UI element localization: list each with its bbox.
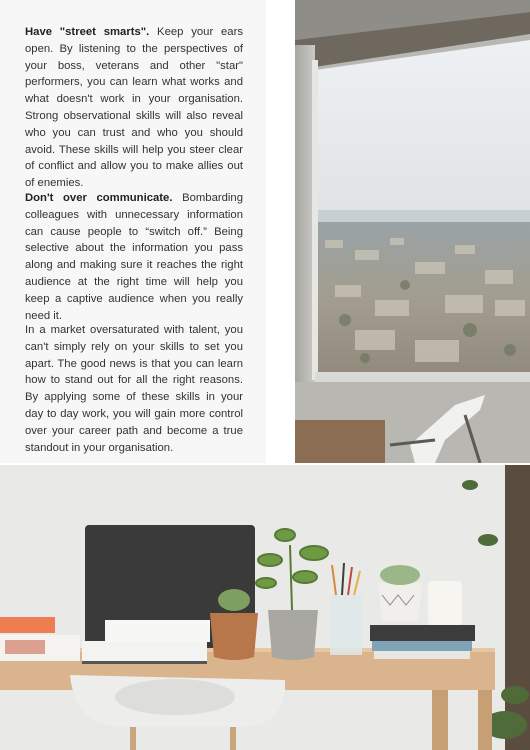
- paragraph-body: Bombarding colleagues with unnecessary information can cause people to “switch off.” Being selective about the information you pass along and making sure it reaches the right audience at the right time will help you keep a captive audience when you really need it.: [25, 192, 243, 322]
- paragraph-over-communicate: [25, 190, 243, 324]
- paragraph-conclusion: [25, 322, 243, 456]
- paragraph-street-smarts: [25, 24, 243, 192]
- desk-photo: [0, 465, 530, 750]
- office-window-photo: [295, 0, 530, 463]
- paragraph-body: In a market oversaturated with talent, you can't simply rely on your skills to set you apart. The good news is that you can learn how to stand out for all the right reasons. By applying some of these skills in your day to day work, you will gain more control over your career path and become a true standout in your organisation.: [25, 324, 243, 454]
- paragraph-lead: Don't over communicate.: [25, 192, 173, 204]
- text-column: [0, 0, 266, 463]
- paragraph-body: Keep your ears open. By listening to the perspectives of your boss, veterans and other "star" performers, you can learn what works and what doesn't work in your organisation. Strong observational skills will also reveal who you can trust and who you should avoid. These skills will help you steer clear of conflict and allow you to make allies out of enemies.: [25, 26, 243, 190]
- paragraph-lead: Have "street smarts".: [25, 26, 150, 38]
